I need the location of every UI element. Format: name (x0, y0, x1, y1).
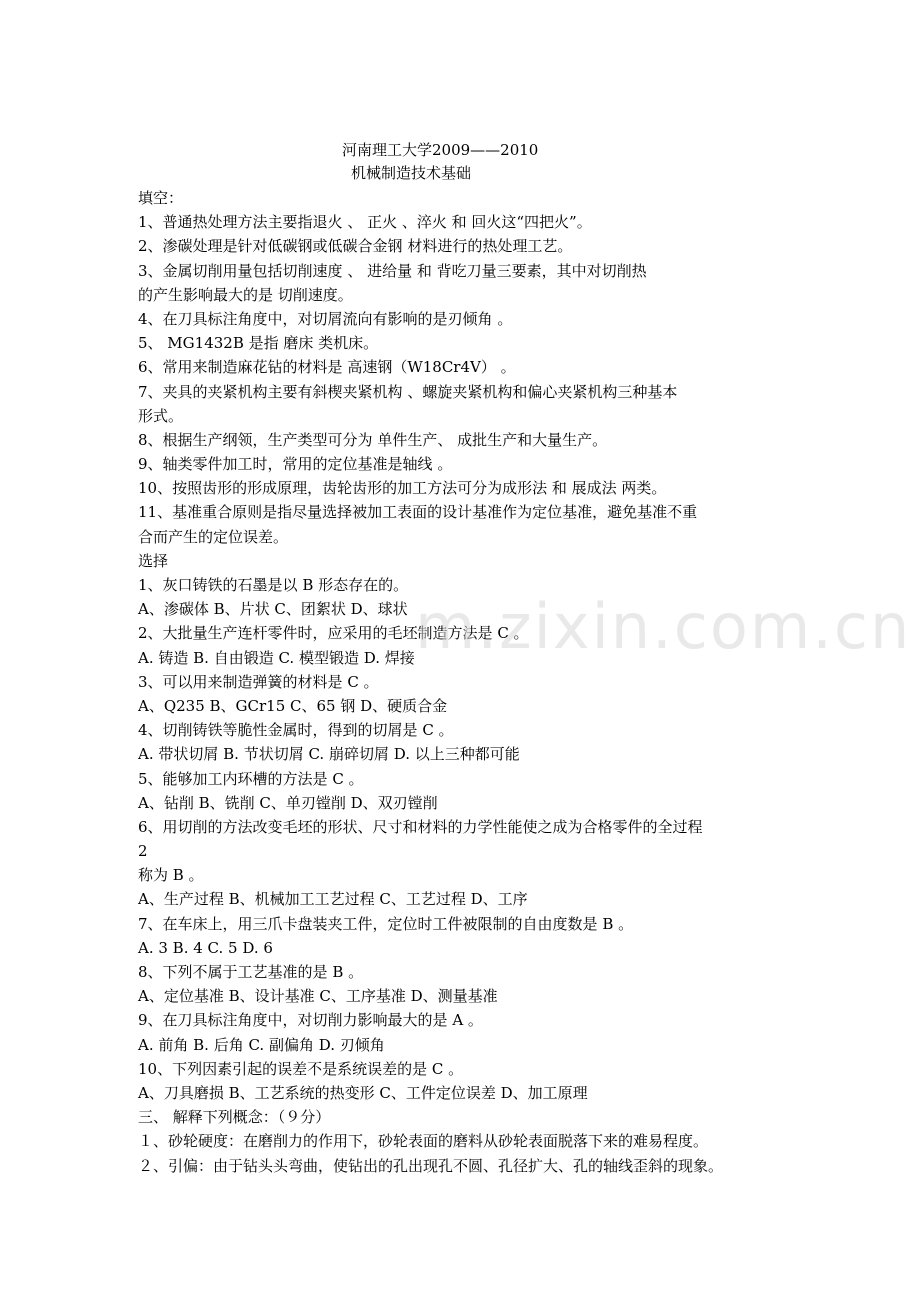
text-line: １、砂轮硬度：在磨削力的作用下，砂轮表面的磨料从砂轮表面脱落下来的难易程度。 (138, 1132, 709, 1151)
text-line: ２、引偏：由于钻头头弯曲，使钻出的孔出现孔不圆、孔径扩大、孔的轴线歪斜的现象。 (138, 1156, 724, 1175)
text-line: A. 前角 B. 后角 C. 副偏角 D. 刃倾角 (138, 1035, 385, 1054)
text-line: A. 带状切屑 B. 节状切屑 C. 崩碎切屑 D. 以上三种都可能 (138, 745, 520, 764)
text-line: 1、灰口铸铁的石墨是以 B 形态存在的。 (138, 576, 409, 594)
text-line: A、钻削 B、铣削 C、单刃镗削 D、双刃镗削 (138, 793, 438, 812)
text-line: A、刀具磨损 B、工艺系统的热变形 C、工件定位误差 D、加工原理 (138, 1083, 588, 1102)
text-line: A、渗碳体 B、片状 C、团絮状 D、球状 (138, 600, 408, 619)
text-line: 9、轴类零件加工时，常用的定位基准是轴线 。 (138, 455, 453, 474)
text-line: A. 3 B. 4 C. 5 D. 6 (138, 938, 273, 957)
text-line: 2 (138, 842, 148, 861)
document-subtitle: 机械制造技术基础 (351, 164, 472, 182)
text-line: 6、常用来制造麻花钻的材料是 高速钢（W18Cr4V） 。 (138, 358, 516, 377)
text-line: A. 铸造 B. 自由锻造 C. 模型锻造 D. 焊接 (138, 648, 415, 667)
text-line: 形式。 (138, 406, 184, 425)
text-line: 4、切削铸铁等脆性金属时，得到的切屑是 C 。 (138, 721, 454, 740)
text-line: A、生产过程 B、机械加工工艺过程 C、工艺过程 D、工序 (138, 890, 528, 909)
text-line: 5、 MG1432B 是指 磨床 类机床。 (138, 334, 379, 353)
text-line: 7、在车床上，用三爪卡盘装夹工件，定位时工件被限制的自由度数是 B 。 (138, 914, 634, 933)
text-line: 8、下列不属于工艺基准的是 B 。 (138, 963, 364, 981)
text-line: 10、下列因素引起的误差不是系统误差的是 C 。 (138, 1059, 464, 1078)
text-line: 10、按照齿形的形成原理，齿轮齿形的加工方法可分为成形法 和 展成法 两类。 (138, 479, 667, 498)
text-line: 的产生影响最大的是 切削速度。 (138, 285, 353, 304)
text-line: 6、用切削的方法改变毛坯的形状、尺寸和材料的力学性能使之成为合格零件的全过程 (138, 817, 703, 836)
text-line: 称为 B 。 (138, 866, 204, 885)
text-line: 3、可以用来制造弹簧的材料是 C 。 (138, 672, 379, 691)
text-line: 选择 (138, 551, 169, 570)
document-body (138, 186, 778, 1178)
text-line: 8、根据生产纲领，生产类型可分为 单件生产、 成批生产和大量生产。 (138, 430, 608, 449)
text-line: 2、大批量生产连杆零件时，应采用的毛坯制造方法是 C 。 (138, 624, 529, 643)
text-line: 3、金属切削用量包括切削速度 、 进给量 和 背吃刀量三要素，其中对切削热 (138, 261, 647, 280)
text-line: 合而产生的定位误差。 (138, 527, 289, 546)
watermark: m.zixin.com.cn (415, 590, 912, 663)
text-line: 1、普通热处理方法主要指退火 、 正火 、淬火 和 回火这“四把火”。 (138, 213, 592, 232)
text-line: 9、在刀具标注角度中，对切削力影响最大的是 A 。 (138, 1011, 483, 1030)
text-line: 5、能够加工内环槽的方法是 C 。 (138, 769, 364, 788)
text-line: A、Q235 B、GCr15 C、65 钢 D、硬质合金 (138, 696, 448, 715)
text-line: 11、基准重合原则是指尽量选择被加工表面的设计基准作为定位基准，避免基准不重 (138, 503, 698, 522)
text-line: 三、 解释下列概念：（９分） (138, 1108, 331, 1127)
text-line: A、定位基准 B、设计基准 C、工序基准 D、测量基准 (138, 987, 498, 1006)
document-title: 河南理工大学2009——2010 (342, 141, 539, 159)
text-line: 填空： (138, 189, 184, 207)
text-line: 7、夹具的夹紧机构主要有斜楔夹紧机构 、螺旋夹紧机构和偏心夹紧机构三种基本 (138, 382, 678, 401)
text-line: 4、在刀具标注角度中，对切屑流向有影响的是刃倾角 。 (138, 309, 513, 328)
text-line: 2、渗碳处理是针对低碳钢或低碳合金钢 材料进行的热处理工艺。 (138, 237, 573, 256)
